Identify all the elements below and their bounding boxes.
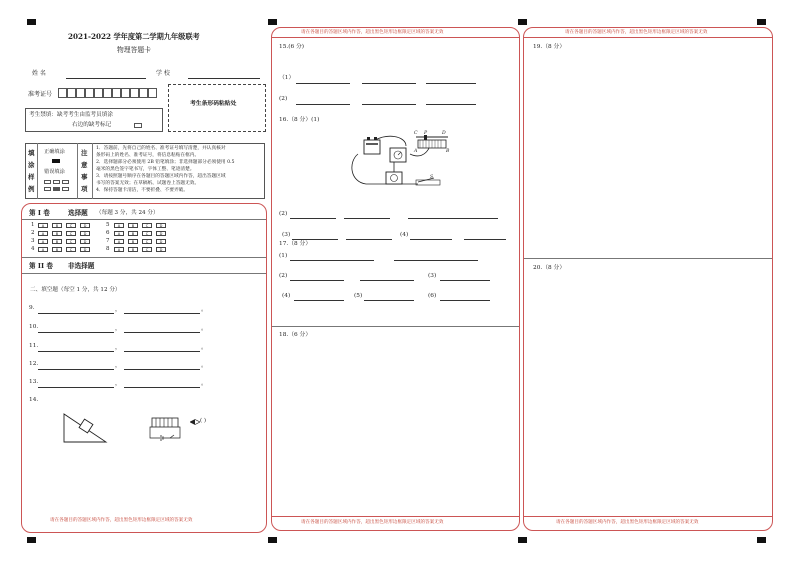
q16-blank-2[interactable] xyxy=(344,218,390,219)
school-field[interactable] xyxy=(188,78,260,79)
q20-label: 20.（8 分） xyxy=(533,265,566,271)
q17-part4-label: (4) xyxy=(282,293,291,299)
name-label: 姓 名 xyxy=(32,70,46,77)
absent-mark-box[interactable] xyxy=(134,123,142,128)
q9-blank-1[interactable] xyxy=(38,313,114,314)
middle-top-warning: 请在各题目的答题区域内作答，超出黑色矩形边框限定区域的答案无效 xyxy=(301,30,444,35)
registration-mark xyxy=(518,537,527,543)
q11-blank-2[interactable] xyxy=(124,351,200,352)
notice-item: 4．保持答题卡清洁，不要折叠、不要弄破。 xyxy=(96,188,189,193)
mc-option-b[interactable]: B xyxy=(52,239,62,244)
mc-question-number: 2 xyxy=(31,230,35,236)
diagram-label-a: A xyxy=(414,149,418,154)
q16-blank-1[interactable] xyxy=(290,218,336,219)
q20-answer-area[interactable] xyxy=(528,275,768,511)
q11-number: 11. xyxy=(29,343,39,349)
mc-option-d[interactable]: D xyxy=(80,231,90,236)
correct-fill-sample xyxy=(52,159,60,163)
q11-blank-1[interactable] xyxy=(38,351,114,352)
diagram-label-b: B xyxy=(446,149,450,154)
notice-item: 2．选择题部分必须使用 2B 铅笔填涂；非选择题部分必须使用 0.5 xyxy=(96,160,235,165)
barcode-label: 考生条形码粘贴处 xyxy=(190,101,237,107)
mc-option-c[interactable]: C xyxy=(142,223,152,228)
mc-option-a[interactable]: A xyxy=(114,247,124,252)
q17-part2-label: (2) xyxy=(279,273,288,279)
q10-number: 10. xyxy=(29,324,39,330)
mc-question-number: 8 xyxy=(106,246,110,252)
q14-number: 14. xyxy=(29,397,39,403)
notice-side-label: 注 xyxy=(81,149,88,157)
mc-option-c[interactable]: C xyxy=(142,239,152,244)
mc-option-d[interactable]: D xyxy=(80,239,90,244)
notice-item: 1．答题前，先将自己的姓名、准考证号填写清楚，并认真核对 xyxy=(96,146,226,151)
registration-mark xyxy=(27,19,36,25)
notice-item: 3．请按照题号顺序在各题目的答题区域内作答，超出答题区域 xyxy=(96,174,226,179)
answer-sheet: 2021-2022 学年度第二学期九年级联考 物理答题卡 姓 名 学 校 准考证号 考生条形码粘贴处 考生禁填：缺考考生由监考员填涂 右边的缺考标记 填 涂 样 例 正确填涂 错误填涂 注 意 事 项 1．答题前，先将自己的姓名、准考证号填写清楚，并认真核对 条形码上的姓名、准考证号，将信息粘贴在框内。 2．选择题部分必须使用 2B 铅笔填涂；非选择题部分必须使用 0.5 毫米的黑色签字笔书写，字体工整、笔迹清楚。 3．请按照题号顺序在各题目的答题区域内作答，超出答题区域 书写的答案无效；在草稿纸、试题卷上答题无效。 4．保持答题卡清洁，不要折叠、不要弄破。 第 I 卷 选择题 （每题 3 分，共 24 分） 1 2 3 4 A B C D A B C D A B C D A B C D 5 6 7 8 A B C D A B C D A B C D A B C D 第 II 卷 非选择题 二、填空题（每空 1 分，共 12 分） 9. ， 。 10. ， 。 11. ， 。 12. ， 。 13. ， 。 14. ( ) 请在各题目的答题区域内作答，超出黑色矩形边框限定区域的答案无效 请在各题目的答题区域内作答，超出黑色矩形边框限定区域的答案无效 15.(6 分) （1） (2) 16.（8 分）(1) C P D A B S (2) (3) (4) 17.（8 分） (1) (2) (3) (4) (5) (6) 18.（6 分） 请在各题目的答题区域内作答，超出黑色矩形边框限定区域的答案无效 请在各题目的答题区域内作答，超出黑色矩形边框限定区域的答案无效 19.（8 分） 20.（8 分） 请在各题目的答题区域内作答，超出黑色矩形边框限定区域的答案无效 xyxy=(0,0,794,562)
card-subtitle: 物理答题卡 xyxy=(117,46,151,54)
absent-note-2: 右边的缺考标记 xyxy=(72,122,112,128)
correct-fill-label: 正确填涂 xyxy=(44,149,65,155)
notice-item: 条形码上的姓名、准考证号，将信息粘贴在框内。 xyxy=(96,153,200,158)
mc-option-b[interactable]: B xyxy=(128,223,138,228)
incline-diagram[interactable] xyxy=(62,410,108,444)
school-label: 学 校 xyxy=(156,70,170,77)
q17-blank-4[interactable] xyxy=(360,280,414,281)
mc-option-a[interactable]: A xyxy=(38,223,48,228)
mc-option-c[interactable]: C xyxy=(142,231,152,236)
wrong-fill-sample xyxy=(44,180,51,184)
section1-desc: （每题 3 分，共 24 分） xyxy=(96,210,159,216)
mc-option-b[interactable]: B xyxy=(52,223,62,228)
q17-part5-label: (5) xyxy=(354,293,363,299)
q17-part1-label: (1) xyxy=(279,253,288,259)
mc-option-b[interactable]: B xyxy=(128,239,138,244)
mc-option-b[interactable]: B xyxy=(128,231,138,236)
q10-blank-2[interactable] xyxy=(124,332,200,333)
mc-option-a[interactable]: A xyxy=(114,231,124,236)
mc-question-number: 3 xyxy=(31,238,35,244)
q17-part3-label: (3) xyxy=(428,273,437,279)
fill-side-label: 填 xyxy=(28,149,35,157)
q15-label: 15.(6 分) xyxy=(279,44,305,50)
q12-blank-1[interactable] xyxy=(38,369,114,370)
mc-option-d[interactable]: D xyxy=(156,247,166,252)
q10-blank-1[interactable] xyxy=(38,332,114,333)
registration-mark xyxy=(757,19,766,25)
q16-blank-6[interactable] xyxy=(410,239,452,240)
q17-blank-1[interactable] xyxy=(290,260,374,261)
mc-question-number: 5 xyxy=(106,222,110,228)
barcode-area xyxy=(168,84,266,132)
section2-name: 非选择题 xyxy=(68,262,95,270)
notice-item: 毫米的黑色签字笔书写，字体工整、笔迹清楚。 xyxy=(96,167,195,172)
q15-blank-5[interactable] xyxy=(362,104,416,105)
section2-title: 第 II 卷 xyxy=(29,262,53,270)
mc-option-a[interactable]: A xyxy=(38,239,48,244)
mc-option-c[interactable]: C xyxy=(66,239,76,244)
q15-blank-4[interactable] xyxy=(296,104,350,105)
wrong-fill-label: 错误填涂 xyxy=(44,169,65,175)
q16-blank-3[interactable] xyxy=(408,218,498,219)
q19-label: 19.（8 分） xyxy=(533,44,566,50)
exam-number-boxes[interactable] xyxy=(58,88,158,98)
q9-number: 9. xyxy=(29,305,35,311)
registration-mark xyxy=(268,537,277,543)
q14-paren: ( ) xyxy=(200,418,207,424)
q18-label: 18.（6 分） xyxy=(279,332,312,338)
q17-blank-5[interactable] xyxy=(440,280,490,281)
q16-part2-label: (2) xyxy=(279,211,288,217)
q15-blank-2[interactable] xyxy=(362,83,416,84)
mc-option-a[interactable]: A xyxy=(114,239,124,244)
q15-part1-label: （1） xyxy=(279,75,295,81)
q19-answer-area[interactable] xyxy=(528,54,768,254)
mc-option-d[interactable]: D xyxy=(156,239,166,244)
right-bottom-warning: 请在各题目的答题区域内作答，超出黑色矩形边框限定区域的答案无效 xyxy=(556,520,699,525)
q17-part6-label: (6) xyxy=(428,293,437,299)
q17-label: 17.（8 分） xyxy=(279,241,312,247)
q15-part2-label: (2) xyxy=(279,96,288,102)
q12-number: 12. xyxy=(29,361,39,367)
q15-blank-6[interactable] xyxy=(426,104,476,105)
mc-option-c[interactable]: C xyxy=(142,247,152,252)
q17-blank-2[interactable] xyxy=(394,260,478,261)
fill-blank-header: 二、填空题（每空 1 分，共 12 分） xyxy=(30,287,121,293)
q16-blank-7[interactable] xyxy=(464,239,506,240)
mc-option-c[interactable]: C xyxy=(66,247,76,252)
left-answer-panel xyxy=(21,203,267,533)
q13-blank-2[interactable] xyxy=(124,387,200,388)
q16-blank-4[interactable] xyxy=(292,239,338,240)
q13-blank-1[interactable] xyxy=(38,387,114,388)
mc-option-c[interactable]: C xyxy=(66,231,76,236)
compass-needle-icon xyxy=(190,419,200,425)
mc-option-a[interactable]: A xyxy=(114,223,124,228)
mc-option-d[interactable]: D xyxy=(80,247,90,252)
q15-blank-1[interactable] xyxy=(296,83,350,84)
mc-option-b[interactable]: B xyxy=(52,231,62,236)
q18-answer-area[interactable] xyxy=(276,342,516,512)
section1-name: 选择题 xyxy=(68,209,88,217)
diagram-label-s: S xyxy=(430,175,434,180)
mc-option-a[interactable]: A xyxy=(38,231,48,236)
registration-mark xyxy=(268,19,277,25)
q17-blank-7[interactable] xyxy=(364,300,414,301)
exam-number-label: 准考证号 xyxy=(28,91,53,98)
notice-item: 书写的答案无效；在草稿纸、试题卷上答题无效。 xyxy=(96,181,200,186)
middle-bottom-warning: 请在各题目的答题区域内作答，超出黑色矩形边框限定区域的答案无效 xyxy=(301,520,444,525)
mc-question-number: 7 xyxy=(106,238,110,244)
q17-blank-3[interactable] xyxy=(290,280,344,281)
exam-title: 2021-2022 学年度第二学期九年级联考 xyxy=(68,32,200,41)
q16-part3-label: (3) xyxy=(282,232,291,238)
q16-label: 16.（8 分）(1) xyxy=(279,117,320,123)
mc-option-d[interactable]: D xyxy=(156,231,166,236)
q17-blank-8[interactable] xyxy=(440,300,490,301)
q16-part4-label: (4) xyxy=(400,232,409,238)
name-field[interactable] xyxy=(66,78,146,79)
q15-blank-3[interactable] xyxy=(426,83,476,84)
right-top-warning: 请在各题目的答题区域内作答，超出黑色矩形边框限定区域的答案无效 xyxy=(565,30,708,35)
mc-question-number: 4 xyxy=(31,246,35,252)
electromagnet-diagram[interactable] xyxy=(146,414,190,442)
registration-mark xyxy=(27,537,36,543)
circuit-diagram[interactable] xyxy=(346,132,458,192)
q17-blank-6[interactable] xyxy=(294,300,344,301)
diagram-label-c: C xyxy=(414,131,418,136)
mc-option-b[interactable]: B xyxy=(52,247,62,252)
mc-option-d[interactable]: D xyxy=(156,223,166,228)
diagram-label-d: D xyxy=(442,131,446,136)
q13-number: 13. xyxy=(29,379,39,385)
registration-mark xyxy=(518,19,527,25)
absent-note-1: 考生禁填：缺考考生由监考员填涂 xyxy=(29,112,113,118)
q12-blank-2[interactable] xyxy=(124,369,200,370)
mc-option-d[interactable]: D xyxy=(80,223,90,228)
q9-blank-2[interactable] xyxy=(124,313,200,314)
mc-question-number: 6 xyxy=(106,230,110,236)
diagram-label-p: P xyxy=(424,131,428,136)
left-warning: 请在各题目的答题区域内作答，超出黑色矩形边框限定区域的答案无效 xyxy=(50,518,193,523)
q16-blank-5[interactable] xyxy=(346,239,392,240)
mc-option-c[interactable]: C xyxy=(66,223,76,228)
section1-title: 第 I 卷 xyxy=(29,209,50,217)
registration-mark xyxy=(757,537,766,543)
mc-question-number: 1 xyxy=(31,222,35,228)
mc-option-b[interactable]: B xyxy=(128,247,138,252)
mc-option-a[interactable]: A xyxy=(38,247,48,252)
